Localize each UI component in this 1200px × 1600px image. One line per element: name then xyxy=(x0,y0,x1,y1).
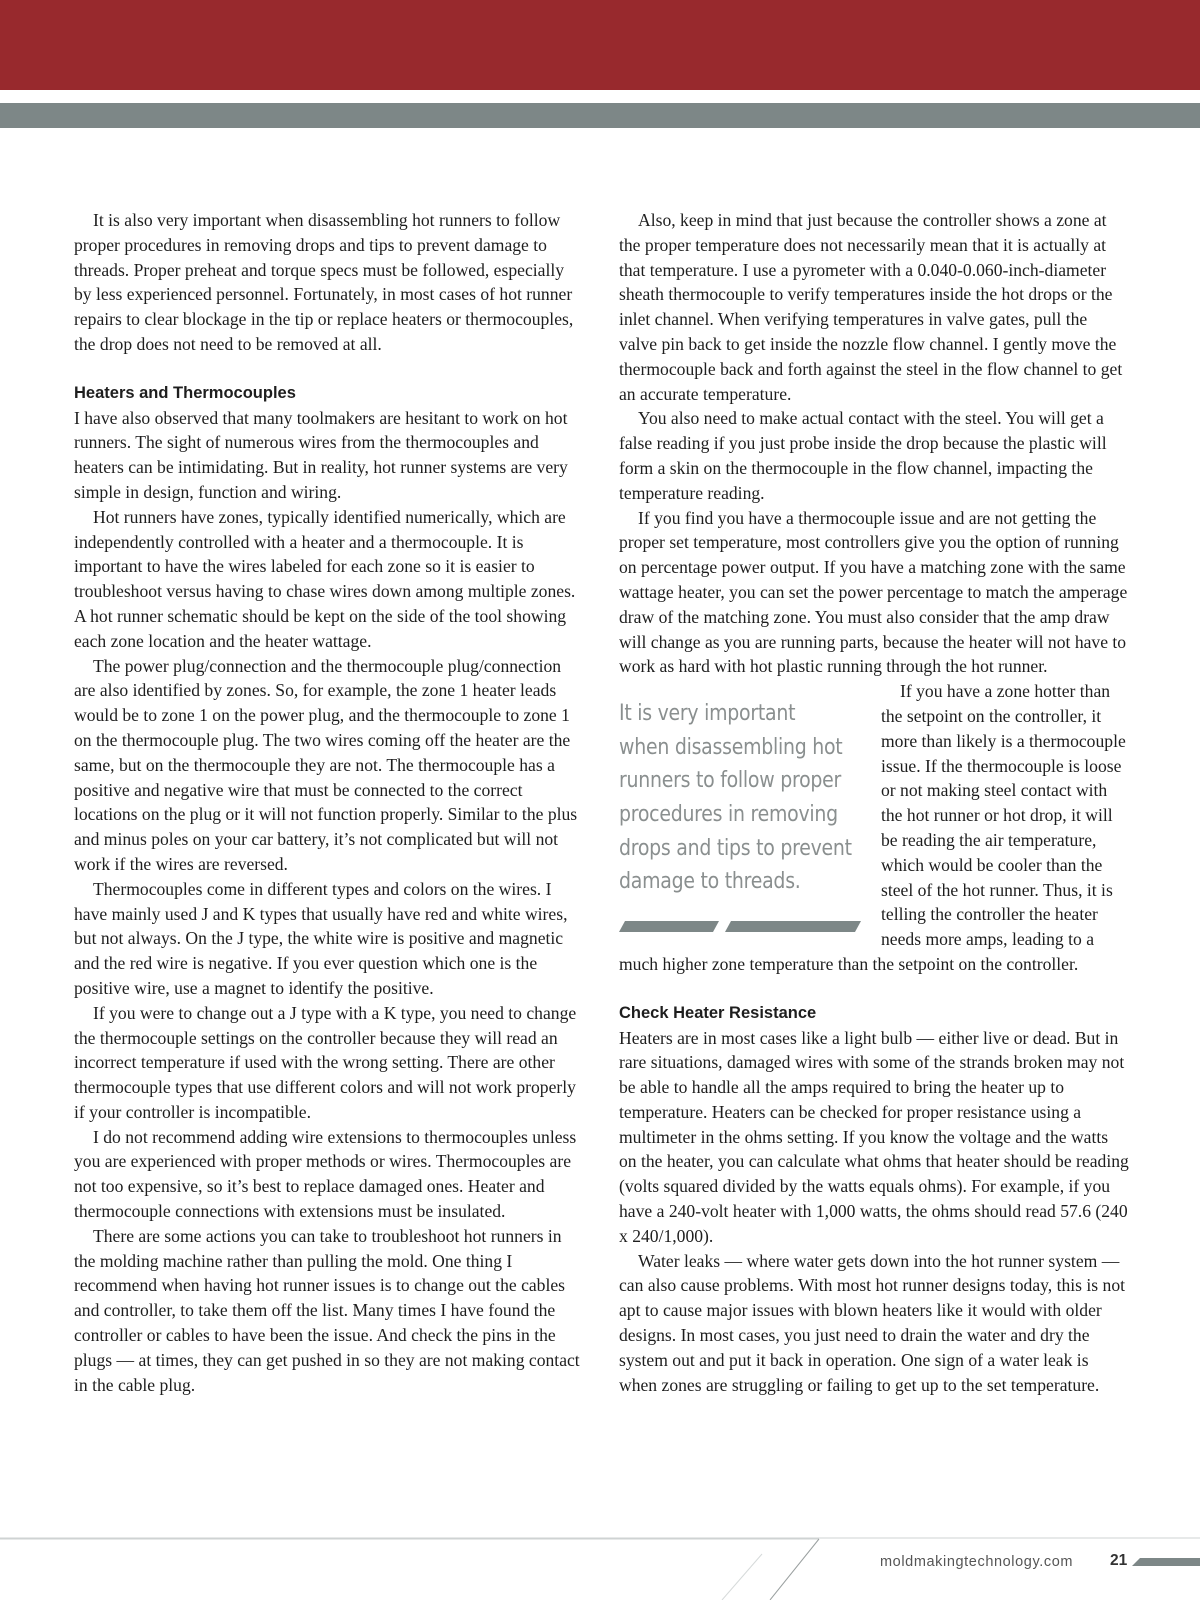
paragraph: I have also observed that many toolmakers are hesitant to work on hot runners. The sight of numerous wires from the thermocouples and heaters can be intimidating. But in reality, hot runner systems are very simple in design, function and wiring. xyxy=(74,407,568,502)
paragraph: Water leaks — where water gets down into the hot runner system — can also cause problems. With most hot runner designs today, this is not apt to cause major issues with blown heaters like it would with older designs. In most cases, you just need to drain the water and dry the system out and put it back in operation. One sign of a water leak is when zones are struggling or failing to get up to the set temperature. xyxy=(619,1250,1126,1395)
footer-website: moldmakingtechnology.com xyxy=(880,1554,1074,1570)
page-number: 21 xyxy=(1110,1552,1128,1569)
section-heading: Heaters and Thermocouples xyxy=(74,383,296,402)
footer-accent-bar xyxy=(1132,1558,1200,1566)
left-column xyxy=(74,208,584,1397)
header-gray-band xyxy=(0,103,1200,128)
paragraph: I do not recommend adding wire extensions to thermocouples unless you are experienced with proper methods or wires. Thermocouples are not too expensive, so it’s best to replace damaged ones. Heater and thermocouple connections with extensions must be insulated. xyxy=(74,1126,577,1222)
pull-quote xyxy=(619,697,861,933)
paragraph: There are some actions you can take to troubleshoot hot runners in the molding machine rather than pulling the mold. One thing I recommend when having hot runner issues is to change out the cables and controller, to take them off the list. Many times I have found the controller or cables to have been the issue. And check the pins in the plugs — at times, they can get pushed in so they are not making contact in the cable plug. xyxy=(74,1225,580,1395)
paragraph: Thermocouples come in different types and colors on the wires. I have mainly used J and K types that usually have red and white wires, but not always. On the J type, the white wire is positive and magnetic and the red wire is negative. If you ever question which one is the positive wire, use a magnet to identify the positive. xyxy=(74,878,568,998)
pull-quote-divider xyxy=(619,921,861,933)
section-heading: Check Heater Resistance xyxy=(619,1003,817,1022)
pull-quote-text: It is very important when disassembling hot runners to follow proper procedures in removing drops and tips to prevent damage to threads. xyxy=(619,701,852,895)
right-column xyxy=(619,208,1129,1397)
header-red-band xyxy=(0,0,1200,90)
paragraph: If you find you have a thermocouple issue and are not getting the proper set temperature, most controllers give you the option of running on percentage power output. If you have a matching zone with the same wattage heater, you can set the power percentage to match the amperage draw of the matching zone. You must also consider that the amp draw will change as you are running parts, because the heater will not have to work as hard with hot plastic running through the hot runner. xyxy=(619,507,1128,677)
paragraph: The power plug/connection and the thermocouple plug/connection are also identified by zones. So, for example, the zone 1 heater leads would be to zone 1 on the power plug, and the thermocouple to zone 1 on the thermocouple plug. The two wires coming off the heater are the same, but on the thermocouple they are not. The thermocouple has a positive and negative wire that must be connected to the correct locations on the plug or it will not function properly. Similar to the plus and minus poles on your car battery, it’s not complicated but will not work if the wires are reversed. xyxy=(74,655,578,874)
paragraph: You also need to make actual contact with the steel. You will get a false reading if you just probe inside the drop because the plastic will form a skin on the thermocouple in the flow channel, impacting the temperature reading. xyxy=(619,408,1107,503)
paragraph: If you were to change out a J type with a K type, you need to change the thermocouple settings on the controller because they will read an incorrect temperature if used with the wrong setting. There are other thermocouple types that use different colors and will not work properly if your controller is incompatible. xyxy=(74,1002,577,1122)
paragraph: If you have a zone hotter than the setpoint on the controller, it more than likely is a thermocouple issue. If the thermocouple is loose or not making steel contact with the hot runner or hot drop, it will be reading the air temperature, which would be cooler than the steel of the hot runner. Thus, it is telling the controller the heater needs more amps, leading to a much higher zone temperature than the setpoint on the controller. xyxy=(619,681,1126,974)
paragraph: Hot runners have zones, typically identified numerically, which are independently controlled with a heater and a thermocouple. It is important to have the wires labeled for each zone so it is easier to troubleshoot versus having to chase wires down among multiple zones. A hot runner schematic should be kept on the side of the tool showing each zone location and the heater wattage. xyxy=(74,506,576,651)
paragraph: Heaters are in most cases like a light bulb — either live or dead. But in rare situations, damaged wires with some of the strands broken may not be able to handle all the amps required to bring the heater up to temperature. Heaters can be checked for proper resistance using a multimeter in the ohms setting. If you know the voltage and the watts on the heater, you can calculate what ohms that heater should be reading (volts squared divided by the watts equals ohms). For example, if you have a 240-volt heater with 1,000 watts, the ohms should read 57.6 (240 x 240/1,000). xyxy=(619,1027,1129,1246)
paragraph: It is also very important when disassembling hot runners to follow proper procedures in removing drops and tips to prevent damage to threads. Proper preheat and torque specs must be followed, especially by less experienced personnel. Fortunately, in most cases of hot runner repairs to clear blockage in the tip or replace heaters or thermocouples, the drop does not need to be removed at all. xyxy=(74,210,574,354)
paragraph: Also, keep in mind that just because the controller shows a zone at the proper temperature does not necessarily mean that it is actually at that temperature. I use a pyrometer with a 0.040-0.060-inch-diameter sheath thermocouple to verify temperatures inside the hot drops or the inlet channel. When verifying temperatures in valve gates, pull the valve pin back to get inside the nozzle flow channel. I gently move the thermocouple back and forth against the steel in the flow channel to get an accurate temperature. xyxy=(619,210,1123,404)
